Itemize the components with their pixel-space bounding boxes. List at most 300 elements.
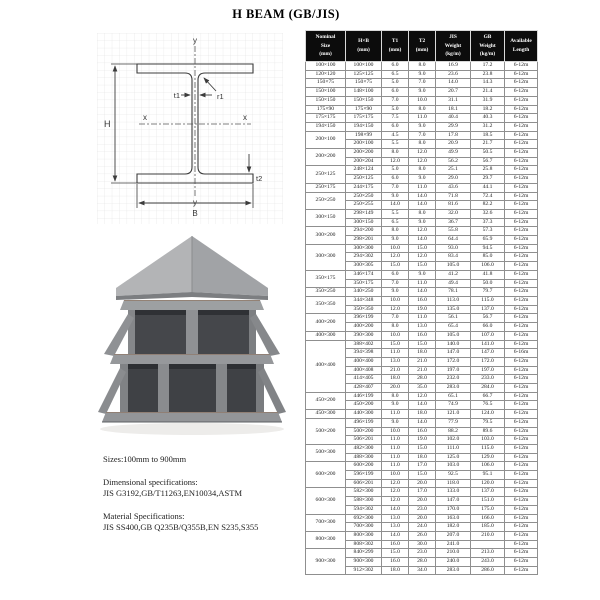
- t1-cell: 7.0: [382, 96, 409, 105]
- gb-weight-cell: 103.0: [471, 436, 505, 445]
- hb-cell: 294×200: [346, 227, 382, 236]
- jis-weight-cell: 170.0: [436, 505, 471, 514]
- t1-cell: 13.0: [382, 514, 409, 523]
- t2-cell: 8.0: [409, 105, 436, 114]
- length-cell: 6-12m: [505, 566, 538, 575]
- length-cell: 6-12m: [505, 183, 538, 192]
- t1-cell: 12.0: [382, 497, 409, 506]
- t1-cell: 13.0: [382, 357, 409, 366]
- t1-cell: 6.0: [382, 88, 409, 97]
- hb-cell: 175×90: [346, 105, 382, 114]
- hb-cell: 250×125: [346, 175, 382, 184]
- nominal-size-cell: 250×250: [306, 192, 346, 209]
- table-row: [306, 296, 538, 305]
- length-cell: 6-12m: [505, 523, 538, 532]
- length-cell: 6-12m: [505, 201, 538, 210]
- t1-cell: 11.0: [382, 349, 409, 358]
- gb-weight-cell: 79.7: [471, 288, 505, 297]
- hb-cell: 912×302: [346, 566, 382, 575]
- length-cell: 6-12m: [505, 166, 538, 175]
- hb-cell: 300×305: [346, 262, 382, 271]
- size-table-header: [306, 31, 538, 62]
- t1-cell: 6.0: [382, 175, 409, 184]
- gb-weight-cell: 29.7: [471, 175, 505, 184]
- gb-weight-cell: 243.0: [471, 558, 505, 567]
- length-cell: 6-12m: [505, 288, 538, 297]
- jis-weight-cell: 135.0: [436, 305, 471, 314]
- t2-cell: 16.0: [409, 427, 436, 436]
- top-beam-right-flange: [192, 236, 268, 296]
- jis-weight-cell: 197.0: [436, 366, 471, 375]
- hb-cell: 298×201: [346, 236, 382, 245]
- t2-cell: 12.0: [409, 227, 436, 236]
- length-cell: 6-12m: [505, 514, 538, 523]
- gb-weight-cell: 106.0: [471, 262, 505, 271]
- length-cell: 6-12m: [505, 453, 538, 462]
- t1-cell: 6.5: [382, 70, 409, 79]
- hb-cell: 200×204: [346, 157, 382, 166]
- gb-weight-cell: 50.0: [471, 279, 505, 288]
- t1-cell: 15.0: [382, 549, 409, 558]
- t2-cell: 9.0: [409, 88, 436, 97]
- t1-cell: 15.0: [382, 340, 409, 349]
- gb-weight-cell: 44.1: [471, 183, 505, 192]
- t1-cell: 5.0: [382, 105, 409, 114]
- t2-cell: 15.0: [409, 340, 436, 349]
- t1-cell: 14.0: [382, 505, 409, 514]
- table-row: [306, 244, 538, 253]
- sizes-note: Sizes:100mm to 900mm: [103, 454, 187, 464]
- hb-cell: 346×174: [346, 270, 382, 279]
- length-cell: 6-12m: [505, 157, 538, 166]
- jis-weight-cell: 56.1: [436, 314, 471, 323]
- t2-cell: 7.0: [409, 131, 436, 140]
- hb-cell: 394×398: [346, 349, 382, 358]
- t1-cell: 6.0: [382, 62, 409, 71]
- t2-cell: 17.0: [409, 462, 436, 471]
- table-row: [306, 131, 538, 140]
- hb-cell: 175×175: [346, 114, 382, 123]
- table-row: [306, 514, 538, 523]
- jis-weight-cell: 147.0: [436, 497, 471, 506]
- hb-cell: 150×150: [346, 96, 382, 105]
- hb-cell: 150×75: [346, 79, 382, 88]
- table-row: [306, 149, 538, 158]
- gb-weight-cell: 213.0: [471, 549, 505, 558]
- t1-cell: 9.0: [382, 288, 409, 297]
- length-cell: 6-12m: [505, 209, 538, 218]
- t2-cell: 16.0: [409, 296, 436, 305]
- grid-paper-background: [97, 33, 283, 224]
- t1-cell: 11.0: [382, 444, 409, 453]
- jis-weight-cell: 31.1: [436, 96, 471, 105]
- table-row: [306, 183, 538, 192]
- dimensional-specs-value: JIS G3192,GB/T11263,EN10034,ASTM: [103, 488, 242, 498]
- gb-weight-cell: 284.0: [471, 384, 505, 393]
- table-row: [306, 209, 538, 218]
- jis-weight-cell: 77.9: [436, 418, 471, 427]
- gb-weight-cell: 137.0: [471, 305, 505, 314]
- hb-cell: 250×250: [346, 192, 382, 201]
- hb-cell: 300×300: [346, 244, 382, 253]
- nominal-size-cell: 200×200: [306, 149, 346, 166]
- hb-cell: 594×302: [346, 505, 382, 514]
- jis-weight-cell: 16.9: [436, 62, 471, 71]
- jis-weight-cell: 17.8: [436, 131, 471, 140]
- t2-cell: 18.0: [409, 349, 436, 358]
- table-row: [306, 96, 538, 105]
- nominal-size-cell: 200×100: [306, 131, 346, 148]
- jis-weight-cell: 25.1: [436, 166, 471, 175]
- hb-cell: 488×300: [346, 453, 382, 462]
- table-row: [306, 549, 538, 558]
- jis-weight-cell: 20.9: [436, 140, 471, 149]
- gb-weight-cell: 115.0: [471, 296, 505, 305]
- b-dimension-label: B: [192, 209, 198, 218]
- t2-cell: 20.0: [409, 497, 436, 506]
- jis-weight-cell: 56.2: [436, 157, 471, 166]
- nominal-size-cell: 300×300: [306, 244, 346, 270]
- gb-weight-cell: 85.0: [471, 253, 505, 262]
- length-cell: 6-12m: [505, 375, 538, 384]
- column-header: Available Length: [505, 31, 538, 62]
- material-specs-value: JIS SS400,GB Q235B/Q355B,EN S235,S355: [103, 522, 259, 532]
- t1-cell: 7.5: [382, 114, 409, 123]
- jis-weight-cell: 29.9: [436, 122, 471, 131]
- t1-cell: 11.0: [382, 453, 409, 462]
- t1-cell: 15.0: [382, 262, 409, 271]
- gb-weight-cell: 147.0: [471, 349, 505, 358]
- table-row: [306, 531, 538, 540]
- y-axis-label-bottom: y: [193, 198, 197, 207]
- hb-cell: 198×99: [346, 131, 382, 140]
- gb-weight-cell: 129.0: [471, 453, 505, 462]
- gb-weight-cell: 233.0: [471, 375, 505, 384]
- t1-cell: 8.0: [382, 149, 409, 158]
- t2-cell: 14.0: [409, 288, 436, 297]
- t2-cell: 17.0: [409, 488, 436, 497]
- table-row: [306, 444, 538, 453]
- nominal-size-cell: 350×250: [306, 288, 346, 297]
- t1-cell: 8.0: [382, 227, 409, 236]
- jis-weight-cell: 111.0: [436, 444, 471, 453]
- nominal-size-cell: 300×150: [306, 209, 346, 226]
- t1-cell: 10.0: [382, 471, 409, 480]
- floor-shadow: [100, 423, 284, 435]
- jis-weight-cell: 102.0: [436, 436, 471, 445]
- hb-cell: 400×400: [346, 357, 382, 366]
- length-cell: 6-12m: [505, 418, 538, 427]
- t2-cell: 19.0: [409, 305, 436, 314]
- gb-weight-cell: 21.4: [471, 88, 505, 97]
- hb-cell: 300×150: [346, 218, 382, 227]
- hb-cell: 440×300: [346, 410, 382, 419]
- length-cell: 6-12m: [505, 279, 538, 288]
- t1-cell: 14.0: [382, 531, 409, 540]
- gb-weight-cell: 151.0: [471, 497, 505, 506]
- length-cell: 6-12m: [505, 366, 538, 375]
- nominal-size-cell: 400×200: [306, 314, 346, 331]
- jis-weight-cell: 283.0: [436, 384, 471, 393]
- length-cell: 6-12m: [505, 323, 538, 332]
- t1-cell: 6.5: [382, 218, 409, 227]
- table-row: [306, 79, 538, 88]
- table-row: [306, 227, 538, 236]
- length-cell: 6-12m: [505, 540, 538, 549]
- gb-weight-cell: [471, 540, 505, 549]
- column-header: Nominal Size (mm): [306, 31, 346, 62]
- gb-weight-cell: 197.0: [471, 366, 505, 375]
- nominal-size-cell: 900×300: [306, 549, 346, 575]
- jis-weight-cell: 163.0: [436, 514, 471, 523]
- t1-cell: 5.5: [382, 140, 409, 149]
- jis-weight-cell: 65.1: [436, 392, 471, 401]
- t1-cell: 10.0: [382, 296, 409, 305]
- t2-cell: 35.0: [409, 384, 436, 393]
- table-row: [306, 88, 538, 97]
- jis-weight-cell: 14.0: [436, 79, 471, 88]
- t1-cell: 18.0: [382, 566, 409, 575]
- t2-cell: 9.0: [409, 70, 436, 79]
- jis-weight-cell: 36.7: [436, 218, 471, 227]
- column-header: GB Weight (kg/m): [471, 31, 505, 62]
- hb-cell: 840×299: [346, 549, 382, 558]
- size-table: [305, 30, 538, 575]
- t1-cell: 9.0: [382, 418, 409, 427]
- gb-weight-cell: 141.0: [471, 340, 505, 349]
- table-row: [306, 462, 538, 471]
- gb-weight-cell: 31.9: [471, 96, 505, 105]
- jis-weight-cell: 64.4: [436, 236, 471, 245]
- length-cell: 6-12m: [505, 340, 538, 349]
- length-cell: 6-12m: [505, 384, 538, 393]
- gb-weight-cell: 32.6: [471, 209, 505, 218]
- gb-weight-cell: 89.6: [471, 427, 505, 436]
- hb-cell: 194×150: [346, 122, 382, 131]
- hb-cell: 200×200: [346, 149, 382, 158]
- t2-cell: 9.0: [409, 270, 436, 279]
- t2-cell: 10.0: [409, 96, 436, 105]
- jis-weight-cell: 232.0: [436, 375, 471, 384]
- t1-cell: 6.0: [382, 270, 409, 279]
- gb-weight-cell: 57.3: [471, 227, 505, 236]
- nominal-size-cell: 500×200: [306, 418, 346, 444]
- nominal-size-cell: 500×300: [306, 444, 346, 461]
- jis-weight-cell: 23.6: [436, 70, 471, 79]
- gb-weight-cell: 23.8: [471, 70, 505, 79]
- t2-cell: 28.0: [409, 558, 436, 567]
- t1-cell: 10.0: [382, 331, 409, 340]
- jis-weight-cell: 43.6: [436, 183, 471, 192]
- t2-cell: 23.0: [409, 549, 436, 558]
- length-cell: 6-12m: [505, 253, 538, 262]
- header-row: [306, 31, 538, 62]
- jis-weight-cell: 49.4: [436, 279, 471, 288]
- gb-weight-cell: 82.2: [471, 201, 505, 210]
- t1-cell: 18.0: [382, 375, 409, 384]
- photo-svg: [98, 226, 286, 444]
- t2-cell: 15.0: [409, 244, 436, 253]
- t1-cell: 10.0: [382, 427, 409, 436]
- gb-weight-cell: 14.3: [471, 79, 505, 88]
- jis-weight-cell: 147.0: [436, 349, 471, 358]
- tier1-bottom-flange: [110, 354, 274, 364]
- length-cell: 6-12m: [505, 262, 538, 271]
- hb-cell: 800×300: [346, 531, 382, 540]
- t2-cell: 11.0: [409, 114, 436, 123]
- t1-cell: 10.0: [382, 244, 409, 253]
- hb-cell: 606×201: [346, 479, 382, 488]
- gb-weight-cell: 65.9: [471, 236, 505, 245]
- nominal-size-cell: 800×300: [306, 531, 346, 548]
- jis-weight-cell: 71.8: [436, 192, 471, 201]
- jis-weight-cell: 182.0: [436, 523, 471, 532]
- nominal-size-cell: 150×150: [306, 96, 346, 105]
- nominal-size-cell: 194×150: [306, 122, 346, 131]
- length-cell: 6-12m: [505, 105, 538, 114]
- jis-weight-cell: 18.1: [436, 105, 471, 114]
- hb-cell: 396×199: [346, 314, 382, 323]
- gb-weight-cell: 40.3: [471, 114, 505, 123]
- jis-weight-cell: 29.0: [436, 175, 471, 184]
- t1-cell: 14.0: [382, 201, 409, 210]
- table-row: [306, 392, 538, 401]
- table-row: [306, 114, 538, 123]
- length-cell: 6-12m: [505, 471, 538, 480]
- t1-cell: 11.0: [382, 462, 409, 471]
- hb-cell: 340×250: [346, 288, 382, 297]
- table-row: [306, 166, 538, 175]
- t2-cell: 8.0: [409, 166, 436, 175]
- gb-weight-cell: 66.7: [471, 392, 505, 401]
- hb-cell: 244×175: [346, 183, 382, 192]
- hb-cell: 414×405: [346, 375, 382, 384]
- t2-cell: 9.0: [409, 122, 436, 131]
- t2-cell: 13.0: [409, 323, 436, 332]
- hb-cell: 250×255: [346, 201, 382, 210]
- hb-cell: 500×200: [346, 427, 382, 436]
- t2-cell: 8.0: [409, 209, 436, 218]
- hb-cell: 100×100: [346, 62, 382, 71]
- length-cell: 6-12m: [505, 479, 538, 488]
- jis-weight-cell: 78.1: [436, 288, 471, 297]
- table-row: [306, 340, 538, 349]
- t1-cell: 12.0: [382, 157, 409, 166]
- gb-weight-cell: 166.0: [471, 514, 505, 523]
- t1-cell: 11.0: [382, 436, 409, 445]
- length-cell: 6-12m: [505, 70, 538, 79]
- hb-cell: 482×300: [346, 444, 382, 453]
- nominal-size-cell: 600×200: [306, 462, 346, 488]
- length-cell: 6-12m: [505, 96, 538, 105]
- jis-weight-cell: 121.0: [436, 410, 471, 419]
- tier2-web-right: [216, 364, 227, 412]
- r1-label: r1: [217, 92, 224, 101]
- h-dimension-label: H: [104, 119, 111, 129]
- nominal-size-cell: 600×300: [306, 488, 346, 514]
- t2-cell: 20.0: [409, 479, 436, 488]
- jis-weight-cell: 20.7: [436, 88, 471, 97]
- jis-weight-cell: 32.0: [436, 209, 471, 218]
- t2-cell: 24.0: [409, 523, 436, 532]
- length-cell: 6-12m: [505, 314, 538, 323]
- length-cell: 6-12m: [505, 488, 538, 497]
- gb-weight-cell: 172.0: [471, 357, 505, 366]
- jis-weight-cell: 93.0: [436, 244, 471, 253]
- t2-cell: 12.0: [409, 157, 436, 166]
- length-cell: 6-12m: [505, 227, 538, 236]
- length-cell: 6-12m: [505, 436, 538, 445]
- length-cell: 6-12m: [505, 505, 538, 514]
- length-cell: 6-12m: [505, 558, 538, 567]
- t2-cell: 12.0: [409, 253, 436, 262]
- jis-weight-cell: 210.0: [436, 549, 471, 558]
- gb-weight-cell: 66.0: [471, 323, 505, 332]
- nominal-size-cell: 300×200: [306, 227, 346, 244]
- material-specs-label: Material Specifications:: [103, 511, 185, 521]
- length-cell: 6-12m: [505, 549, 538, 558]
- jis-weight-cell: 125.0: [436, 453, 471, 462]
- jis-weight-cell: 92.5: [436, 471, 471, 480]
- top-beam-left-flange: [116, 236, 192, 296]
- hb-cell: 900×300: [346, 558, 382, 567]
- gb-weight-cell: 106.0: [471, 462, 505, 471]
- t1-cell: 7.0: [382, 279, 409, 288]
- t2-cell: 18.0: [409, 410, 436, 419]
- table-row: [306, 192, 538, 201]
- jis-weight-cell: 133.0: [436, 488, 471, 497]
- t1-cell: 6.0: [382, 122, 409, 131]
- t2-cell: 20.0: [409, 514, 436, 523]
- table-row: [306, 410, 538, 419]
- jis-weight-cell: 113.0: [436, 296, 471, 305]
- length-cell: 6-12m: [505, 462, 538, 471]
- hb-cell: 148×100: [346, 88, 382, 97]
- length-cell: 6-12m: [505, 218, 538, 227]
- length-cell: 6-12m: [505, 79, 538, 88]
- gb-weight-cell: 56.7: [471, 157, 505, 166]
- t2-cell: 14.0: [409, 192, 436, 201]
- nominal-size-cell: 450×200: [306, 392, 346, 409]
- t2-cell: 9.0: [409, 175, 436, 184]
- nominal-size-cell: 150×75: [306, 79, 346, 88]
- gb-weight-cell: 124.0: [471, 410, 505, 419]
- t2-cell: 14.0: [409, 201, 436, 210]
- nominal-size-cell: 400×400: [306, 340, 346, 392]
- length-cell: 6-12m: [505, 62, 538, 71]
- nominal-size-cell: 250×125: [306, 166, 346, 183]
- hb-cell: 600×200: [346, 462, 382, 471]
- t1-cell: 9.0: [382, 401, 409, 410]
- tier2-web-left: [158, 364, 169, 412]
- jis-weight-cell: 81.6: [436, 201, 471, 210]
- hb-cell: 450×200: [346, 401, 382, 410]
- hb-cell: 400×408: [346, 366, 382, 375]
- length-cell: 6-12m: [505, 410, 538, 419]
- length-cell: 6-12m: [505, 270, 538, 279]
- size-table-body: [306, 62, 538, 575]
- tier1-web-left: [186, 310, 198, 354]
- t2-cell: 11.0: [409, 279, 436, 288]
- t2-cell: 12.0: [409, 392, 436, 401]
- jis-weight-cell: 172.0: [436, 357, 471, 366]
- jis-weight-cell: 207.0: [436, 531, 471, 540]
- jis-weight-cell: 283.0: [436, 566, 471, 575]
- t2-cell: 14.0: [409, 418, 436, 427]
- t1-cell: 16.0: [382, 558, 409, 567]
- length-cell: 6-12m: [505, 427, 538, 436]
- t2-cell: 19.0: [409, 436, 436, 445]
